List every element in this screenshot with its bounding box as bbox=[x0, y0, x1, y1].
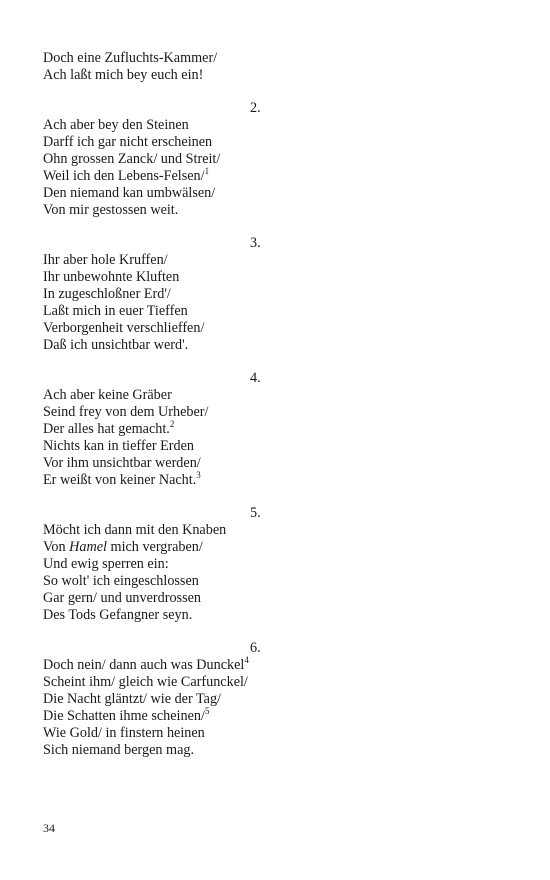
verse-text: Ach aber keine Gräber bbox=[43, 387, 172, 403]
verse-text: Ach laßt mich bey euch ein! bbox=[43, 67, 204, 83]
verse-line bbox=[43, 539, 503, 556]
stanza-gap bbox=[43, 84, 503, 100]
verse-text: Ohn grossen Zanck/ und Streit/ bbox=[43, 151, 221, 167]
verse-line bbox=[43, 742, 503, 759]
verse-text: mich vergraben/ bbox=[106, 539, 203, 555]
verse-line bbox=[43, 151, 503, 168]
verse-text: Die Schatten ihme scheinen/ bbox=[43, 708, 205, 724]
page-number: 34 bbox=[43, 821, 55, 835]
verse-text: Nichts kan in tieffer Erden bbox=[43, 438, 195, 454]
verse-line bbox=[43, 303, 503, 320]
verse-text: Der alles hat gemacht. bbox=[43, 421, 170, 437]
stanza-number: 5. bbox=[250, 505, 261, 521]
verse-line bbox=[43, 607, 503, 624]
verse-text: Möcht ich dann mit den Knaben bbox=[43, 522, 227, 538]
stanza-number: 3. bbox=[250, 235, 261, 251]
stanza-number: 4. bbox=[250, 370, 261, 386]
footnote-ref: 1 bbox=[204, 166, 210, 176]
verse-text: Des Tods Gefangner seyn. bbox=[43, 607, 193, 623]
verse-text: Ihr aber hole Kruffen/ bbox=[43, 252, 168, 268]
verse-text: Sich niemand bergen mag. bbox=[43, 742, 195, 758]
verse-line bbox=[43, 522, 503, 539]
verse-line bbox=[43, 168, 503, 185]
verse-text: Doch nein/ dann auch was Dunckel bbox=[43, 657, 245, 673]
verse-line bbox=[43, 725, 503, 742]
verse-line bbox=[43, 455, 503, 472]
verse-text: So wolt' ich eingeschlossen bbox=[43, 573, 199, 589]
footnote-ref: 2 bbox=[169, 419, 175, 429]
verse-text: Den niemand kan umbwälsen/ bbox=[43, 185, 216, 201]
verse-line bbox=[43, 269, 503, 286]
verse-line bbox=[43, 421, 503, 438]
verse-text: Weil ich den Lebens-Felsen/ bbox=[43, 168, 205, 184]
verse-text: Daß ich unsichtbar werd'. bbox=[43, 337, 189, 353]
footnote-ref: 4 bbox=[244, 655, 249, 665]
verse-text: Von bbox=[43, 539, 70, 555]
stanza-gap bbox=[43, 354, 503, 370]
verse-line bbox=[43, 708, 503, 725]
verse-line bbox=[43, 691, 503, 708]
verse-line bbox=[43, 573, 503, 590]
verse-text: Seind frey von dem Urheber/ bbox=[43, 404, 209, 420]
verse-text: Darff ich gar nicht erscheinen bbox=[43, 134, 213, 150]
stanza-number: 6. bbox=[250, 640, 261, 656]
verse-text: Ach aber bey den Steinen bbox=[43, 117, 189, 133]
verse-line bbox=[43, 134, 503, 151]
verse-line bbox=[43, 202, 503, 219]
verse-text: Er weißt von keiner Nacht. bbox=[43, 472, 197, 488]
stanza bbox=[43, 489, 503, 624]
verse-line bbox=[43, 252, 503, 269]
verse-text: Scheint ihm/ gleich wie Carfunckel/ bbox=[43, 674, 248, 690]
verse-line bbox=[43, 337, 503, 354]
stanza-number: 2. bbox=[250, 100, 261, 116]
verse-italic: Hamel bbox=[69, 539, 107, 555]
verse-line bbox=[43, 50, 503, 67]
verse-line bbox=[43, 67, 503, 84]
verse-line bbox=[43, 657, 503, 674]
verse-text: Doch eine Zufluchts-Kammer/ bbox=[43, 50, 218, 66]
poem bbox=[43, 50, 503, 759]
verse-text: Laßt mich in euer Tieffen bbox=[43, 303, 188, 319]
verse-line bbox=[43, 404, 503, 421]
stanza bbox=[43, 219, 503, 354]
verse-line bbox=[43, 320, 503, 337]
verse-line bbox=[43, 185, 503, 202]
stanza-gap bbox=[43, 489, 503, 505]
verse-line bbox=[43, 387, 503, 404]
verse-line bbox=[43, 556, 503, 573]
stanza bbox=[43, 84, 503, 219]
stanza-gap bbox=[43, 624, 503, 640]
verse-text: Ihr unbewohnte Kluften bbox=[43, 269, 180, 285]
verse-text: In zugeschloßner Erd'/ bbox=[43, 286, 171, 302]
verse-text: Verborgenheit verschlieffen/ bbox=[43, 320, 205, 336]
verse-text: Wie Gold/ in finstern heinen bbox=[43, 725, 205, 741]
verse-text: Gar gern/ und unverdrossen bbox=[43, 590, 201, 606]
verse-line bbox=[43, 674, 503, 691]
verse-line bbox=[43, 438, 503, 455]
stanza bbox=[43, 354, 503, 489]
verse-text: Die Nacht gläntzt/ wie der Tag/ bbox=[43, 691, 221, 707]
verse-line bbox=[43, 117, 503, 134]
stanza bbox=[43, 624, 503, 759]
stanza bbox=[43, 50, 503, 84]
verse-line bbox=[43, 590, 503, 607]
verse-line bbox=[43, 472, 503, 489]
verse-text: Von mir gestossen weit. bbox=[43, 202, 179, 218]
verse-text: Und ewig sperren ein: bbox=[43, 556, 169, 572]
stanza-gap bbox=[43, 219, 503, 235]
footnote-ref: 3 bbox=[196, 470, 201, 480]
footnote-ref: 5 bbox=[204, 706, 210, 716]
verse-text: Vor ihm unsichtbar werden/ bbox=[43, 455, 201, 471]
verse-line bbox=[43, 286, 503, 303]
